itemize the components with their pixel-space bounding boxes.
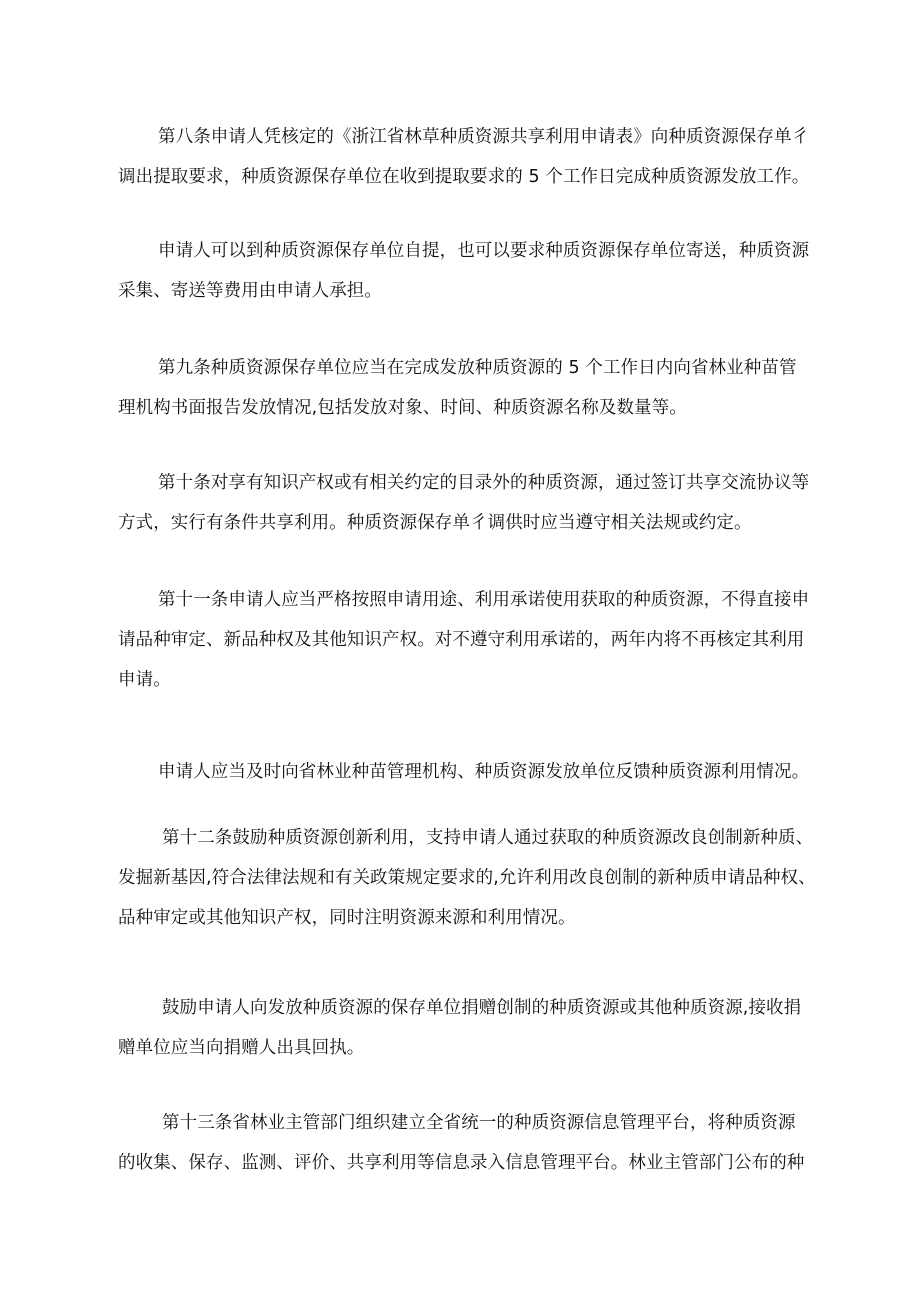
paragraph-line: 第八条申请人凭核定的《浙江省林草种质资源共享利用申请表》向种质资源保存单彳: [158, 127, 810, 147]
paragraph-line: 请品种审定、新品种权及其他知识产权。对不遵守利用承诺的，两年内将不再核定其利用: [118, 630, 805, 650]
paragraph-line: 采集、寄送等费用由申请人承担。: [118, 281, 382, 301]
paragraph-donation: [118, 988, 846, 1068]
paragraph-line: 第十条对享有知识产权或有相关约定的目录外的种质资源，通过签订共享交流协议等: [158, 473, 810, 493]
paragraph-line: 理机构书面报告发放情况,包括发放对象、时间、种质资源名称及数量等。: [118, 398, 687, 418]
paragraph-line: 第十三条省林业主管部门组织建立全省统一的种质资源信息管理平台，将种质资源: [162, 1113, 796, 1133]
paragraph-line: 赠单位应当向捐赠人出具回执。: [118, 1038, 365, 1058]
paragraph-line: 第十一条申请人应当严格按照申请用途、利用承诺使用获取的种质资源，不得直接申: [158, 590, 810, 610]
paragraph-article-9: [118, 348, 846, 428]
paragraph-line: 申请。: [118, 670, 171, 690]
paragraph-line: 品种审定或其他知识产权，同时注明资源来源和利用情况。: [118, 908, 576, 928]
paragraph-article-12: [118, 818, 846, 938]
paragraph-article-8: [118, 117, 846, 197]
paragraph-line: 第十二条鼓励种质资源创新利用，支持申请人通过获取的种质资源改良创制新种质、: [162, 828, 814, 848]
paragraph-line: 方式，实行有条件共享利用。种质资源保存单彳调供时应当遵守相关法规或约定。: [118, 513, 752, 533]
paragraph-article-13: [118, 1103, 846, 1183]
paragraph-line: 发掘新基因,符合法律法规和有关政策规定要求的,允许利用改良创制的新种质申请品种权、: [118, 868, 816, 888]
paragraph-line: 鼓励申请人向发放种质资源的保存单位捐赠创制的种质资源或其他种质资源,接收捐: [162, 998, 802, 1018]
paragraph-article-11: [118, 580, 846, 700]
paragraph-line: 申请人应当及时向省林业种苗管理机构、种质资源发放单位反馈种质资源利用情况。: [158, 762, 810, 782]
paragraph-line: 的收集、保存、监测、评价、共享利用等信息录入信息管理平台。林业主管部门公布的种: [118, 1153, 805, 1173]
paragraph-article-10: [118, 463, 846, 543]
paragraph-line: 第九条种质资源保存单位应当在完成发放种质资源的 5 个工作日内向省林业种苗管: [158, 358, 797, 378]
paragraph-self-pickup: [118, 231, 846, 311]
paragraph-line: 申请人可以到种质资源保存单位自提，也可以要求种质资源保存单位寄送，种质资源: [158, 241, 810, 261]
paragraph-feedback: [118, 752, 846, 792]
paragraph-line: 调出提取要求，种质资源保存单位在收到提取要求的 5 个工作日完成种质资源发放工作。: [118, 167, 810, 187]
